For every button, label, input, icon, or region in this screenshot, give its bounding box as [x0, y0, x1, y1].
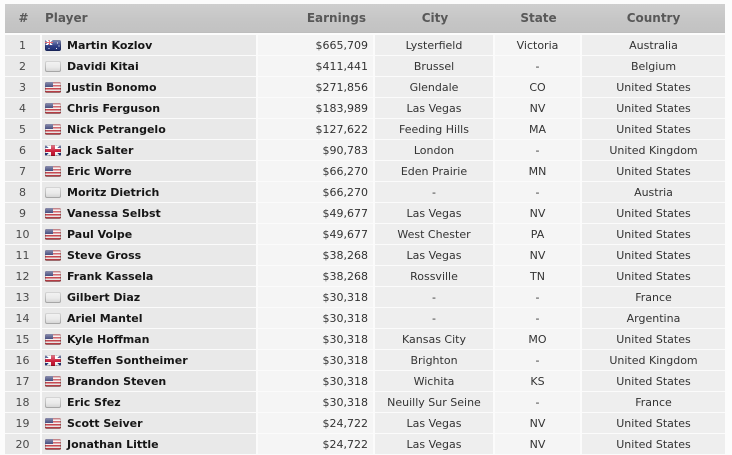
country-cell: United States [582, 77, 725, 97]
flag-ar-icon [45, 313, 61, 324]
player-name[interactable]: Eric Worre [67, 164, 132, 178]
flag-be-icon [45, 61, 61, 72]
country-cell: United States [582, 119, 725, 139]
flag-us-icon [45, 82, 61, 93]
city-cell: Brussel [375, 56, 495, 76]
table-row [5, 182, 725, 203]
player-cell [42, 308, 258, 328]
player-name[interactable]: Steffen Sontheimer [67, 353, 188, 367]
player-name[interactable]: Frank Kassela [67, 269, 154, 283]
rank-cell: 18 [5, 392, 42, 412]
earnings-cell: $271,856 [258, 77, 375, 97]
player-name[interactable]: Davidi Kitai [67, 59, 139, 73]
city-cell: Las Vegas [375, 245, 495, 265]
table-row [5, 56, 725, 77]
state-cell: - [495, 287, 582, 307]
country-cell: United States [582, 329, 725, 349]
city-cell: - [375, 182, 495, 202]
state-cell: CO [495, 77, 582, 97]
country-cell: United Kingdom [582, 140, 725, 160]
rank-cell: 13 [5, 287, 42, 307]
city-cell: Las Vegas [375, 413, 495, 433]
player-name[interactable]: Steve Gross [67, 248, 142, 262]
player-cell [42, 224, 258, 244]
table-row [5, 35, 725, 56]
player-name[interactable]: Moritz Dietrich [67, 185, 160, 199]
player-name[interactable]: Jonathan Little [67, 437, 159, 451]
flag-us-icon [45, 229, 61, 240]
rank-cell: 15 [5, 329, 42, 349]
player-cell [42, 392, 258, 412]
country-cell: United States [582, 245, 725, 265]
player-name[interactable]: Vanessa Selbst [67, 206, 161, 220]
player-cell [42, 266, 258, 286]
flag-us-icon [45, 439, 61, 450]
table-row [5, 308, 725, 329]
earnings-cell: $30,318 [258, 308, 375, 328]
earnings-cell: $49,677 [258, 203, 375, 223]
earnings-cell: $24,722 [258, 434, 375, 454]
city-cell: Las Vegas [375, 98, 495, 118]
table-row [5, 266, 725, 287]
player-cell [42, 98, 258, 118]
state-cell: Victoria [495, 35, 582, 55]
country-cell: United States [582, 434, 725, 454]
country-cell: Australia [582, 35, 725, 55]
player-cell [42, 245, 258, 265]
city-cell: London [375, 140, 495, 160]
rank-cell: 2 [5, 56, 42, 76]
earnings-cell: $66,270 [258, 161, 375, 181]
city-cell: Brighton [375, 350, 495, 370]
country-cell: France [582, 287, 725, 307]
table-row [5, 98, 725, 119]
player-cell [42, 77, 258, 97]
rank-cell: 17 [5, 371, 42, 391]
player-name[interactable]: Justin Bonomo [67, 80, 157, 94]
player-cell [42, 35, 258, 55]
state-cell: NV [495, 203, 582, 223]
flag-fr-icon [45, 292, 61, 303]
rank-cell: 3 [5, 77, 42, 97]
rank-cell: 9 [5, 203, 42, 223]
country-cell: United States [582, 161, 725, 181]
player-cell [42, 119, 258, 139]
flag-at-icon [45, 187, 61, 198]
flag-us-icon [45, 166, 61, 177]
player-cell [42, 56, 258, 76]
player-cell [42, 287, 258, 307]
table-row [5, 161, 725, 182]
rank-cell: 19 [5, 413, 42, 433]
city-cell: Feeding Hills [375, 119, 495, 139]
city-cell: - [375, 308, 495, 328]
player-cell [42, 350, 258, 370]
country-cell: United States [582, 371, 725, 391]
player-name[interactable]: Martin Kozlov [67, 38, 153, 52]
player-cell [42, 182, 258, 202]
city-cell: Neuilly Sur Seine [375, 392, 495, 412]
flag-us-icon [45, 271, 61, 282]
player-name[interactable]: Paul Volpe [67, 227, 133, 241]
earnings-cell: $30,318 [258, 392, 375, 412]
player-cell [42, 140, 258, 160]
city-cell: - [375, 287, 495, 307]
earnings-cell: $90,783 [258, 140, 375, 160]
table-row [5, 287, 725, 308]
earnings-cell: $127,622 [258, 119, 375, 139]
table-row [5, 329, 725, 350]
state-cell: MN [495, 161, 582, 181]
city-cell: West Chester [375, 224, 495, 244]
table-body [5, 35, 725, 455]
rank-cell: 7 [5, 161, 42, 181]
table-row [5, 371, 725, 392]
player-cell [42, 161, 258, 181]
earnings-cell: $38,268 [258, 245, 375, 265]
country-cell: Belgium [582, 56, 725, 76]
city-cell: Kansas City [375, 329, 495, 349]
city-cell: Las Vegas [375, 434, 495, 454]
city-cell: Wichita [375, 371, 495, 391]
player-cell [42, 371, 258, 391]
flag-us-icon [45, 208, 61, 219]
flag-gb-icon [45, 355, 61, 366]
earnings-cell: $38,268 [258, 266, 375, 286]
rank-cell: 12 [5, 266, 42, 286]
state-cell: NV [495, 434, 582, 454]
country-cell: United States [582, 98, 725, 118]
earnings-cell: $411,441 [258, 56, 375, 76]
state-cell: KS [495, 371, 582, 391]
flag-us-icon [45, 376, 61, 387]
country-cell: United States [582, 224, 725, 244]
rank-cell: 11 [5, 245, 42, 265]
header-country[interactable]: Country [626, 11, 681, 25]
player-name[interactable]: Nick Petrangelo [67, 122, 166, 136]
state-cell: TN [495, 266, 582, 286]
player-cell [42, 329, 258, 349]
rank-cell: 1 [5, 35, 42, 55]
state-cell: MA [495, 119, 582, 139]
earnings-cell: $30,318 [258, 350, 375, 370]
table-row [5, 413, 725, 434]
player-cell [42, 203, 258, 223]
state-cell: NV [495, 413, 582, 433]
state-cell: NV [495, 98, 582, 118]
player-cell [42, 413, 258, 433]
flag-fr-icon [45, 397, 61, 408]
player-name[interactable]: Jack Salter [67, 143, 134, 157]
player-name[interactable]: Chris Ferguson [67, 101, 161, 115]
rank-cell: 16 [5, 350, 42, 370]
table-row [5, 224, 725, 245]
state-cell: NV [495, 245, 582, 265]
flag-us-icon [45, 418, 61, 429]
earnings-cell: $30,318 [258, 287, 375, 307]
state-cell: PA [495, 224, 582, 244]
header-state[interactable]: State [520, 11, 557, 25]
state-cell: - [495, 182, 582, 202]
rank-cell: 4 [5, 98, 42, 118]
state-cell: - [495, 350, 582, 370]
country-cell: United States [582, 266, 725, 286]
header-rank[interactable]: # [18, 11, 29, 25]
earnings-cell: $30,318 [258, 371, 375, 391]
player-name[interactable]: Kyle Hoffman [67, 332, 150, 346]
rank-cell: 14 [5, 308, 42, 328]
earnings-cell: $183,989 [258, 98, 375, 118]
flag-au-icon [45, 40, 61, 51]
state-cell: - [495, 308, 582, 328]
flag-us-icon [45, 250, 61, 261]
table-header-row [5, 4, 725, 33]
country-cell: United States [582, 413, 725, 433]
table-row [5, 77, 725, 98]
flag-us-icon [45, 334, 61, 345]
earnings-cell: $30,318 [258, 329, 375, 349]
rank-cell: 5 [5, 119, 42, 139]
earnings-cell: $665,709 [258, 35, 375, 55]
state-cell: MO [495, 329, 582, 349]
header-earnings[interactable]: Earnings [306, 11, 366, 25]
table-row [5, 119, 725, 140]
rank-cell: 10 [5, 224, 42, 244]
state-cell: - [495, 392, 582, 412]
table-row [5, 245, 725, 266]
player-name[interactable]: Gilbert Diaz [67, 290, 141, 304]
country-cell: United Kingdom [582, 350, 725, 370]
header-player[interactable]: Player [45, 11, 88, 25]
rank-cell: 20 [5, 434, 42, 454]
earnings-cell: $24,722 [258, 413, 375, 433]
country-cell: France [582, 392, 725, 412]
player-name[interactable]: Ariel Mantel [67, 311, 143, 325]
country-cell: Argentina [582, 308, 725, 328]
flag-us-icon [45, 103, 61, 114]
state-cell: - [495, 140, 582, 160]
earnings-cell: $49,677 [258, 224, 375, 244]
flag-us-icon [45, 124, 61, 135]
player-name[interactable]: Brandon Steven [67, 374, 167, 388]
rank-cell: 8 [5, 182, 42, 202]
table-row [5, 392, 725, 413]
player-cell [42, 434, 258, 454]
rank-cell: 6 [5, 140, 42, 160]
table-row [5, 350, 725, 371]
state-cell: - [495, 56, 582, 76]
flag-gb-icon [45, 145, 61, 156]
player-name[interactable]: Scott Seiver [67, 416, 143, 430]
city-cell: Glendale [375, 77, 495, 97]
city-cell: Las Vegas [375, 203, 495, 223]
earnings-cell: $66,270 [258, 182, 375, 202]
city-cell: Lysterfield [375, 35, 495, 55]
table-row [5, 140, 725, 161]
country-cell: Austria [582, 182, 725, 202]
city-cell: Rossville [375, 266, 495, 286]
table-row [5, 203, 725, 224]
player-name[interactable]: Eric Sfez [67, 395, 121, 409]
country-cell: United States [582, 203, 725, 223]
header-city[interactable]: City [421, 11, 449, 25]
city-cell: Eden Prairie [375, 161, 495, 181]
